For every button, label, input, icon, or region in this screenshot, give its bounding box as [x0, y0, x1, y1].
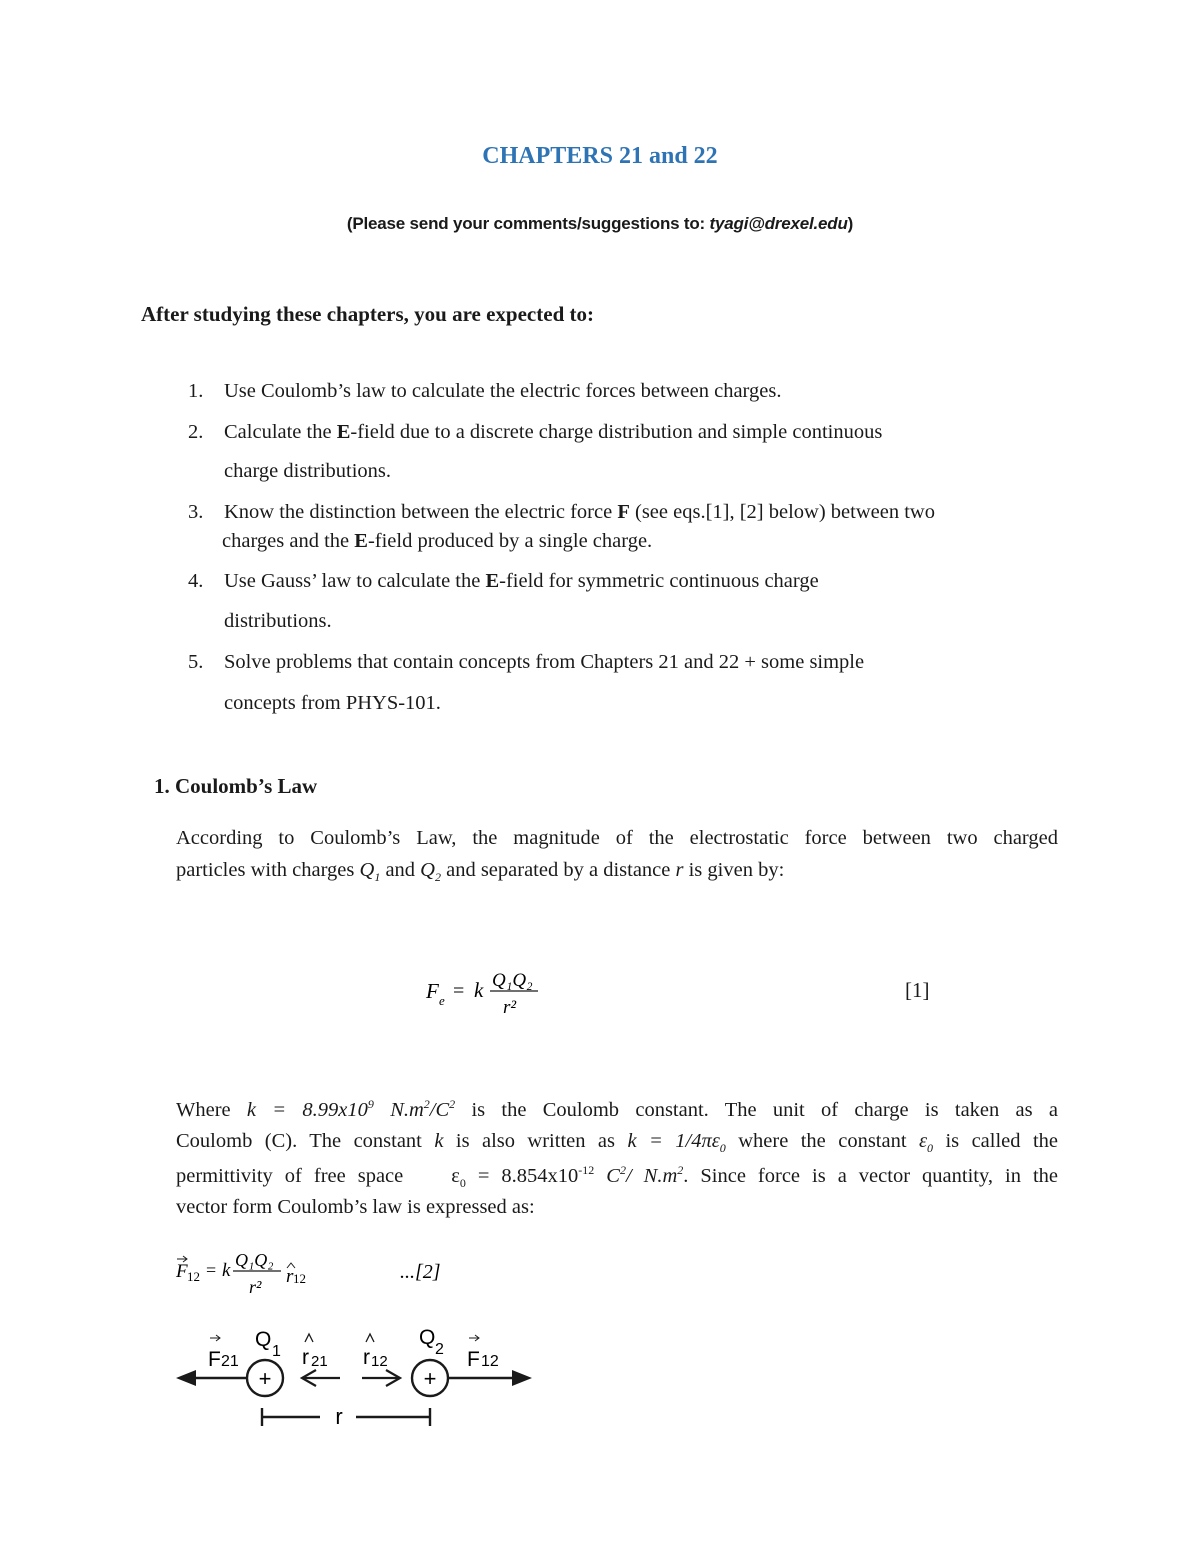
charge-q2-sign: +	[423, 1366, 437, 1391]
symbol-epsilon: ε	[451, 1164, 460, 1187]
objective-number: 2.	[188, 421, 204, 443]
label-q2-sub: 2	[435, 1341, 444, 1358]
contact-email-link[interactable]: tyagi@drexel.edu	[709, 214, 848, 233]
objective-text: concepts from PHYS-101.	[224, 692, 441, 714]
exponent: 2	[619, 1163, 626, 1177]
objective-text: Use Coulomb’s law to calculate the electric forces between charges.	[224, 380, 782, 402]
objective-text: Calculate the E-field due to a discrete charge distribution and simple continuous	[224, 421, 883, 443]
text: and	[380, 859, 421, 881]
exponent: 2	[677, 1163, 684, 1177]
contact-suffix: )	[847, 214, 854, 233]
subscript: 0	[927, 1141, 934, 1156]
unit: N.m	[373, 1098, 424, 1121]
charge-q1-sign: +	[258, 1366, 272, 1391]
eq1-equals: =	[453, 980, 465, 1002]
symbol-q1: Q	[359, 859, 375, 881]
eq1-numerator: Q₁Q₂	[492, 970, 533, 991]
objective-text: Solve problems that contain concepts from Chapters 21 and 22 + some simple	[224, 651, 865, 673]
label-q1-sub: 1	[272, 1343, 281, 1360]
text: is the Coulomb constant. The unit of charge is taken as a	[455, 1098, 1059, 1121]
equation-1	[420, 955, 560, 1025]
eq2-lhs-sub: 12	[187, 1269, 200, 1284]
text: Where	[176, 1098, 247, 1121]
exponent: 2	[449, 1097, 456, 1111]
k-definition: k = 1/4πε	[627, 1130, 720, 1152]
permittivity-value: = 8.854x10	[465, 1164, 579, 1187]
text: is also written as	[443, 1130, 628, 1152]
label-r21: r	[302, 1346, 309, 1369]
eq2-k: k	[222, 1260, 231, 1281]
paragraph-line: vector form Coulomb’s law is expressed as:	[176, 1196, 535, 1218]
objective-number: 3.	[188, 501, 204, 523]
text: permittivity of free space	[176, 1164, 452, 1187]
hat-icon	[366, 1334, 374, 1342]
label-r12-sub: 12	[371, 1353, 388, 1370]
objective-text: charges and the E-field produced by a single charge.	[222, 530, 653, 552]
objective-text: distributions.	[224, 610, 332, 632]
equation-2	[170, 1243, 470, 1303]
label-r12: r	[363, 1346, 370, 1369]
hat-icon	[305, 1334, 313, 1342]
paragraph-line	[176, 1097, 1058, 1122]
label-f12-sub: 12	[481, 1353, 499, 1370]
section-heading-coulomb: 1. Coulomb’s Law	[154, 774, 318, 798]
label-f21: F	[208, 1348, 221, 1371]
label-distance-r: r	[335, 1404, 343, 1429]
text: is called the	[933, 1130, 1058, 1152]
label-f21-sub: 21	[221, 1353, 239, 1370]
contact-note	[0, 214, 1200, 234]
label-q1: Q	[255, 1328, 272, 1351]
eq2-equals: =	[206, 1260, 217, 1280]
exponent: 9	[367, 1097, 374, 1111]
unit: /C	[429, 1098, 450, 1121]
eq1-denominator: r²	[503, 997, 517, 1018]
page-title: CHAPTERS 21 and 22	[482, 143, 718, 169]
arrowhead-right-icon	[512, 1370, 532, 1386]
unit: / N.m	[625, 1164, 678, 1187]
eq2-lhs: F	[176, 1261, 188, 1282]
equation-2-label: ...[2]	[400, 1261, 441, 1283]
text: Coulomb (C). The constant	[176, 1130, 435, 1152]
objective-number: 4.	[188, 570, 204, 592]
paragraph-line: According to Coulomb’s Law, the magnitude of the electrostatic force between two charged	[176, 827, 1058, 849]
objective-number: 5.	[188, 651, 204, 673]
symbol-r: r	[675, 859, 684, 881]
eq2-unit-vector: r	[286, 1266, 294, 1287]
symbol-epsilon: ε	[918, 1130, 928, 1152]
contact-prefix: (Please send your comments/suggestions to:	[346, 214, 710, 233]
label-r21-sub: 21	[311, 1353, 328, 1370]
eq2-denominator: r²	[249, 1277, 262, 1297]
label-f12: F	[467, 1348, 480, 1371]
coulomb-force-diagram	[170, 1320, 550, 1440]
eq1-k: k	[474, 978, 484, 1002]
eq1-lhs-sub: e	[439, 993, 445, 1008]
label-q2: Q	[419, 1326, 436, 1349]
eq2-numerator: Q₁Q₂	[235, 1250, 274, 1270]
objective-text: Know the distinction between the electric force F (see eqs.[1], [2] below) between two	[224, 501, 935, 523]
paragraph-line	[176, 859, 784, 885]
text: and separated by a distance	[440, 859, 676, 881]
unit: C	[594, 1164, 620, 1187]
subscript: 1	[374, 870, 381, 885]
objective-text: Use Gauss’ law to calculate the E-field for symmetric continuous charge	[224, 570, 819, 592]
subscript: 0	[459, 1175, 466, 1190]
equation-1-label: [1]	[905, 978, 930, 1002]
paragraph-line	[176, 1130, 1058, 1156]
objective-text: charge distributions.	[224, 460, 392, 482]
text: particles with charges	[176, 859, 360, 881]
exponent: 2	[423, 1097, 430, 1111]
subscript: 2	[434, 870, 441, 885]
text: . Since force is a vector quantity, in the	[683, 1164, 1058, 1187]
subscript: 0	[719, 1141, 726, 1156]
eq2-unit-vector-sub: 12	[293, 1271, 306, 1286]
eq1-lhs: F	[426, 979, 439, 1003]
text: is given by:	[683, 859, 785, 881]
paragraph-line	[176, 1163, 1058, 1191]
objectives-intro: After studying these chapters, you are expected to:	[141, 302, 594, 326]
coulomb-constant: k = 8.99x10	[246, 1098, 368, 1121]
exponent: -12	[578, 1163, 595, 1177]
arrowhead-left-icon	[176, 1370, 196, 1386]
text: where the constant	[725, 1130, 919, 1152]
symbol-k: k	[434, 1130, 444, 1152]
objective-number: 1.	[188, 380, 204, 402]
symbol-q2: Q	[420, 859, 435, 881]
